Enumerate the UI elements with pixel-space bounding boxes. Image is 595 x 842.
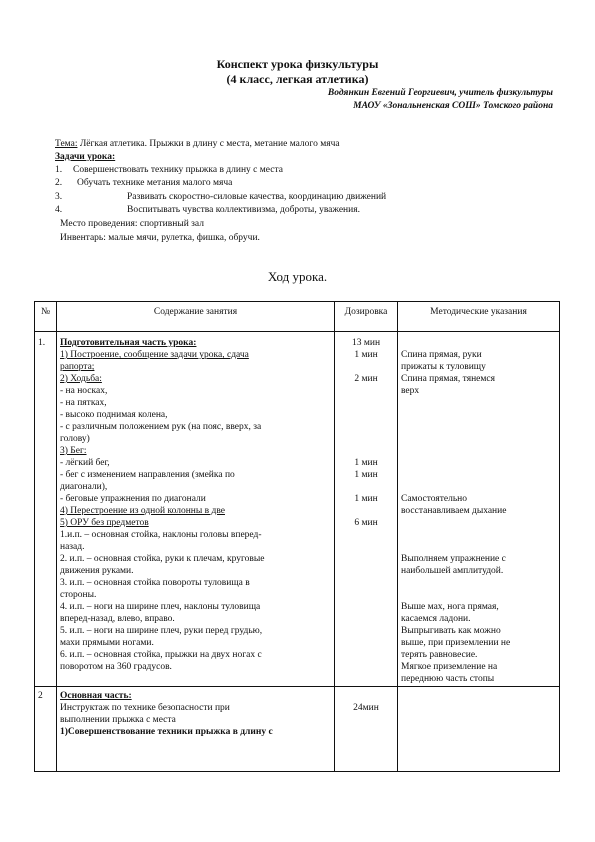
table-row — [35, 332, 560, 687]
topic-text: Лёгкая атлетика. Прыжки в длину с места, метание малого мяча — [77, 139, 340, 149]
row-content: Основная часть: Инструктаж по технике безопасности при выполнении прыжка с места 1)Совершенствование техники прыжка в длину с — [57, 687, 335, 772]
row-number: 1. — [35, 332, 57, 687]
course-title: Ход урока. — [267, 269, 328, 284]
row-notes: Спина прямая, руки прижаты к туловищу Спина прямая, тянемся верх Самостоятельно восстанавливаем дыхание Выполняем упражнение с наибольшей амплитудой. Выше мах, нога прямая, касаемся ладони. Выпрыгивать как можно выше, при приземлении не терять равновесие. Мягкое приземление на переднюю часть стопы — [398, 332, 560, 687]
lesson-plan-table — [34, 301, 560, 772]
task-item: 4. Воспитывать чувства коллективизма, доброты, уважения. — [55, 205, 360, 215]
lesson-place: Место проведения: спортивный зал — [60, 219, 204, 229]
author-name: Водянкин Евгений Георгиевич, учитель физкультуры — [327, 88, 553, 98]
col-header-notes: Методические указания — [398, 302, 560, 332]
task-item: 2. Обучать технике метания малого мяча — [55, 178, 233, 188]
row-dosage: 13 мин 1 мин 2 мин 1 мин 1 мин 1 мин 6 мин — [335, 332, 398, 687]
topic-line — [55, 138, 340, 151]
document-subtitle: (4 класс, легкая атлетика) — [226, 72, 369, 86]
lesson-inventory: Инвентарь: малые мячи, рулетка, фишка, обручи. — [60, 233, 260, 243]
topic-label: Тема: — [55, 139, 78, 149]
row-dosage: 24мин — [335, 687, 398, 772]
table-header-row — [35, 302, 560, 332]
col-header-content: Содержание занятия — [57, 302, 335, 332]
author-school: МАОУ «Зональненская СОШ» Томского района — [353, 101, 553, 111]
col-header-number: № — [35, 302, 57, 332]
row-content: Подготовительная часть урока: 1) Построение, сообщение задачи урока, сдача рапорта; 2) Ходьба: - на носках, - на пятках, - высоко поднимая колена, - с различным положением рук (на пояс, вверх, за голову) 3) Бег: - лёгкий бег, - бег с изменением направления (змейка по диагонали), - беговые упражнения по диагонали 4) Перестроение из одной колонны в две 5) ОРУ без предметов 1.и.п. – основная стойка, наклоны головы вперед- назад. 2. и.п. – основная стойка, руки к плечам, круговые движения руками. 3. и.п. – основная стойка повороты туловища в стороны. 4. и.п. – ноги на ширине плеч, наклоны туловища вперед-назад, влево, вправо. 5. и.п. – ноги на ширине плеч, руки перед грудью, махи прямыми ногами. 6. и.п. – основная стойка, прыжки на двух ногах с поворотом на 360 градусов. — [57, 332, 335, 687]
task-item: 3. Развивать скоростно-силовые качества, координацию движений — [55, 192, 387, 202]
col-header-dosage: Дозировка — [335, 302, 398, 332]
row-number: 2 — [35, 687, 57, 772]
row-notes — [398, 687, 560, 772]
task-item: 1. Совершенствовать технику прыжка в длину с места — [55, 165, 283, 175]
document-title: Конспект урока физкультуры — [216, 57, 379, 71]
tasks-label: Задачи урока: — [55, 152, 116, 162]
table-row — [35, 687, 560, 772]
